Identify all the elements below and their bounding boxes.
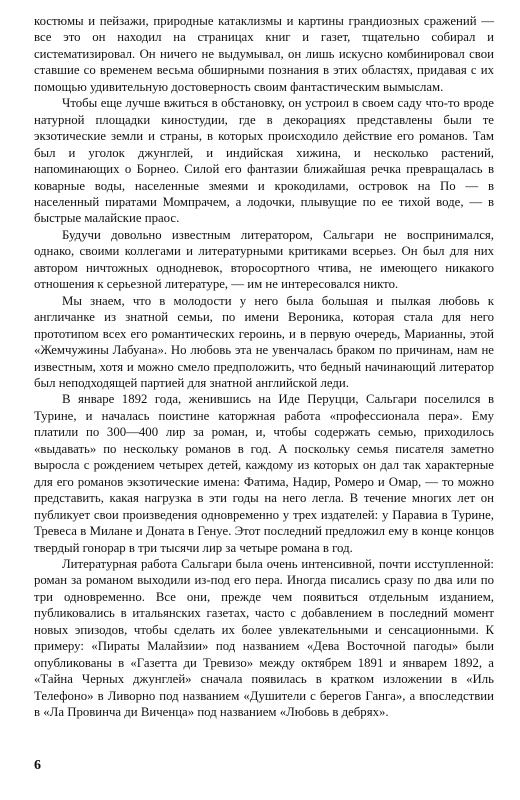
paragraph-1: костюмы и пейзажи, природные катаклизмы и картины грандиозных сражений — все это он находил на страницах книг и газет, тщательно собирал и систематизировал. Он ничего не выдумывал, он лишь искусно комбинировал свои ставшие со временем весьма обширными познания в этих областях, придавая с их помощью удивительную достоверность своим фантастическим вымыслам. <box>34 14 494 94</box>
paragraph-5: В январе 1892 года, женившись на Иде Перуцци, Сальгари поселился в Турине, и началась поистине каторжная работа «профессионала пера». Ему платили по 300—400 лир за роман, и, чтобы содержать семью, приходилось «выдавать» по нескольку романов в год. А поскольку семья писателя заметно выросла с рождением четырех детей, каждому из которых он дал так характерные для его романов экзотические имена: Фатима, Надир, Ромеро и Омар, — то можно представить, какая нагрузка в эти годы на него легла. В течение многих лет он публикует свои произведения одновременно у трех издателей: у Паравиа в Турине, Тревеса в Милане и Доната в Генуе. Этот последний предложил ему в конце концов твердый гонорар в три тысячи лир за четыре романа в год. <box>34 392 494 555</box>
paragraph-6: Литературная работа Сальгари была очень интенсивной, почти исступленной: роман за романом выходили из-под его пера. Иногда писались сразу по два или по три одновременно. Все они, прежде чем появиться отдельным изданием, публиковались в итальянских газетах, часто с добавлением в последний момент новых эпизодов, чтобы сделать их более увлекательными и сенсационными. К примеру: «Пираты Малайзии» под названием «Дева Восточной пагоды» были опубликованы в «Газетта ди Тревизо» между октябрем 1891 и январем 1892, а «Тайна Черных джунглей» сначала появилась в кратком изложении в «Иль Телефоно» в Ливорно под названием «Душители с берегов Ганга», а впоследствии в «Ла Провинча ди Виченца» под названием «Любовь в дебрях». <box>34 556 494 720</box>
page-number: 6 <box>34 758 41 773</box>
body-text <box>34 13 494 720</box>
paragraph-2: Чтобы еще лучше вжиться в обстановку, он устроил в своем саду что-то вроде натурной площадки киностудии, где в декорациях представлены были те экзотические земли и страны, в которых происходило действие его романов. Там был и уголок джунглей, и индийская хижина, и несколько растений, напоминающих о Борнео. Силой его фантазии ближайшая речка превращалась в коварные воды, населенные змеями и крокодилами, островок на По — в населенный пиратами Момпрачем, а лодочки, плывущие по ее тихой воде, — в быстрые малайские праос. <box>34 96 494 226</box>
paragraph-3: Будучи довольно известным литератором, Сальгари не воспринимался, однако, своими коллегами и литературными критиками всерьез. Он был для них автором ничтожных однодневок, второсортного чтива, не имеющего никакого отношения к серьезной литературе, — им не интересовался никто. <box>34 227 494 292</box>
paragraph-4: Мы знаем, что в молодости у него была большая и пылкая любовь к англичанке из знатной семьи, по имени Вероника, которая стала для него прототипом всех его романтических героинь, и в первую очередь, Марианны, этой «Жемчужины Лабуана». Но любовь эта не увенчалась браком по причинам, нам не известным, хотя и можно смело предположить, что бедный начинающий литератор был неподходящей партией для знатной английской леди. <box>34 293 494 390</box>
